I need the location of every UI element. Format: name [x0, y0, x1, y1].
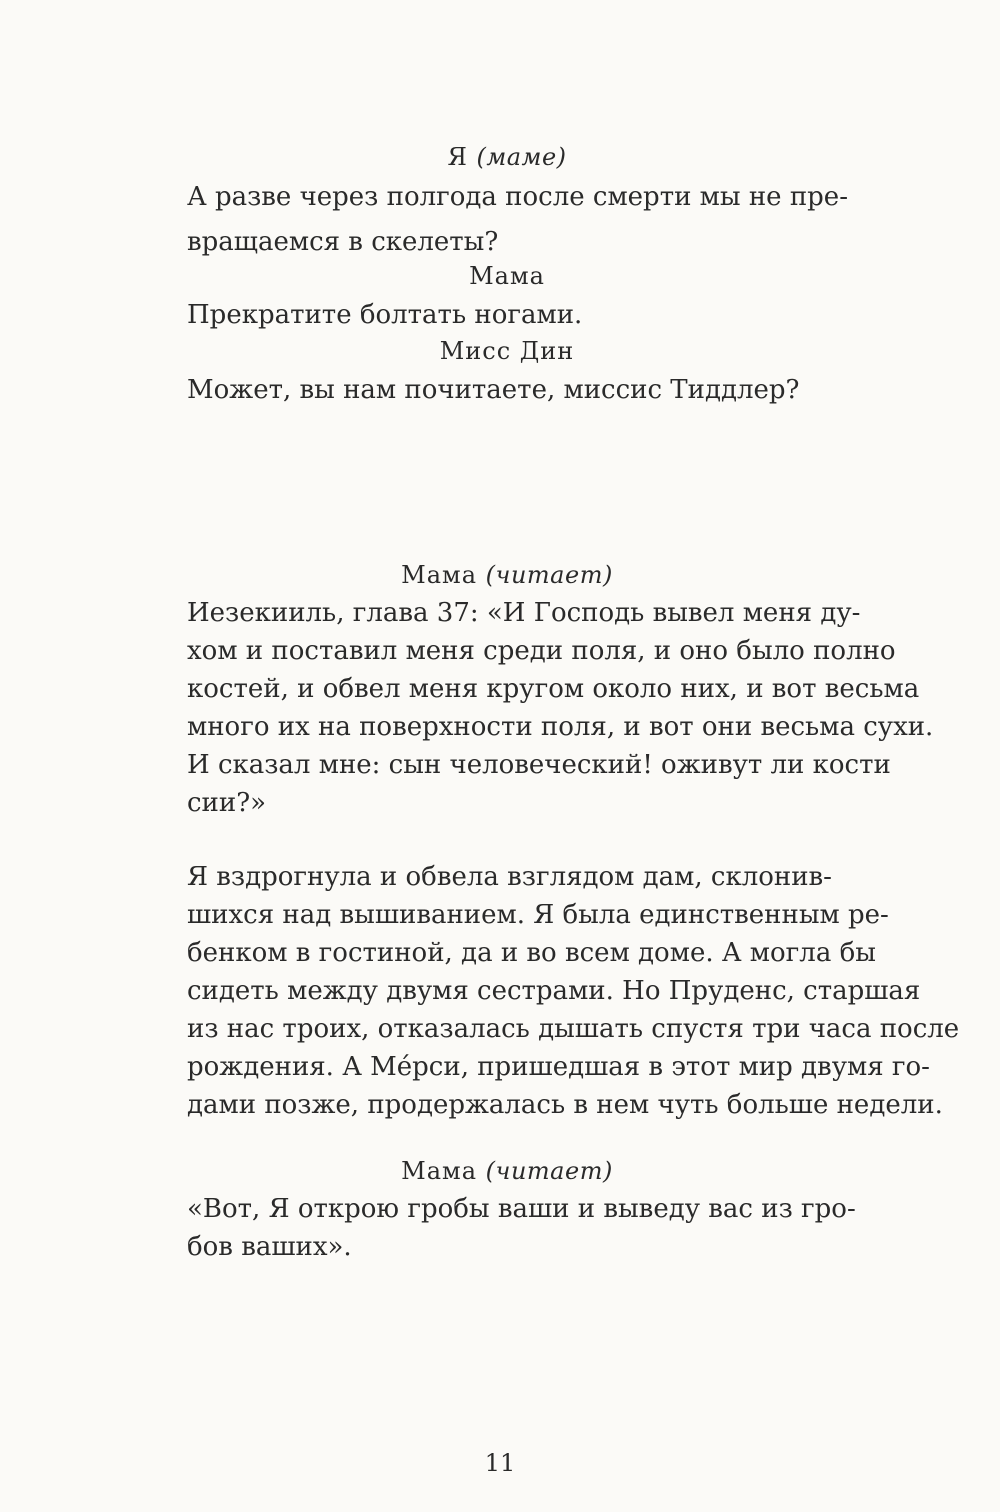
stage-direction: (маме) [476, 143, 567, 171]
page-number: 11 [484, 1449, 516, 1477]
dialogue-line: хом и поставил меня среди поля, и оно было полно [187, 636, 896, 666]
narrative-line: из нас троих, отказалась дышать спустя три часа после [187, 1014, 960, 1044]
speaker-heading [187, 261, 827, 291]
speaker-heading [187, 336, 827, 366]
speaker-name: Я [447, 143, 468, 171]
speaker-name: Мисс Дин [439, 337, 575, 365]
speaker-name: Мама [401, 1157, 478, 1185]
narrative-line: рождения. А Мéрси, пришедшая в этот мир двумя го- [187, 1052, 930, 1082]
stage-direction: (читает) [485, 561, 613, 589]
dialogue-line: костей, и обвел меня кругом около них, и вот весьма [187, 674, 920, 704]
dialogue-line: вращаемся в скелеты? [187, 227, 499, 257]
dialogue-line: бов ваших». [187, 1232, 352, 1262]
narrative-line: шихся над вышиванием. Я была единственным ре- [187, 900, 889, 930]
speaker-name: Мама [401, 561, 478, 589]
dialogue-line: сии?» [187, 788, 267, 818]
dialogue-line: А разве через полгода после смерти мы не пре- [187, 182, 848, 212]
narrative-line: сидеть между двумя сестрами. Но Пруденс, старшая [187, 976, 921, 1006]
narrative-line: бенком в гостиной, да и во всем доме. А могла бы [187, 938, 876, 968]
speaker-heading [187, 560, 827, 590]
narrative-line: Я вздрогнула и обвела взглядом дам, склонив- [187, 862, 832, 892]
dialogue-line: Иезекииль, глава 37: «И Господь вывел меня ду- [187, 598, 861, 628]
dialogue-line: Может, вы нам почитаете, миссис Тиддлер? [187, 375, 800, 405]
speaker-heading [187, 1156, 827, 1186]
dialogue-line: И сказал мне: сын человеческий! оживут ли кости [187, 750, 891, 780]
stage-direction: (читает) [485, 1157, 613, 1185]
speaker-name: Мама [469, 262, 545, 290]
dialogue-line: много их на поверхности поля, и вот они весьма сухи. [187, 712, 934, 742]
speaker-heading [187, 142, 827, 172]
narrative-line: дами позже, продержалась в нем чуть больше недели. [187, 1090, 943, 1120]
dialogue-line: Прекратите болтать ногами. [187, 300, 583, 330]
dialogue-line: «Вот, Я открою гробы ваши и выведу вас из гро- [187, 1194, 856, 1224]
